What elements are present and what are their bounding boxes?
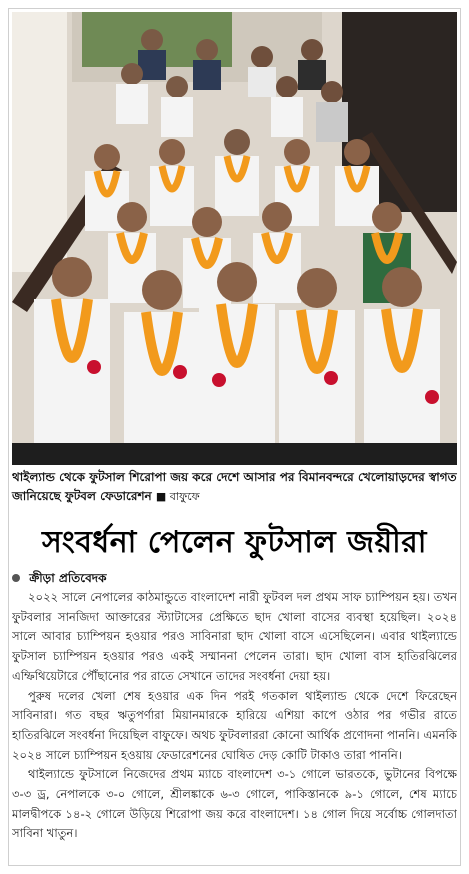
headline: সংবর্ধনা পেলেন ফুটসাল জয়ীরা: [42, 525, 427, 560]
article-body: [12, 588, 457, 860]
byline: [12, 568, 457, 588]
caption-text: থাইল্যান্ড থেকে ফুটসাল শিরোপা জয় করে দেশে আসার পর বিমানবন্দরে খেলোয়াড়দের স্বাগত জানিয়েছে ফুটবল ফেডারেশন: [12, 470, 457, 503]
byline-text: ক্রীড়া প্রতিবেদক: [29, 571, 107, 585]
body-paragraph: থাইল্যান্ডে ফুটসালে নিজেদের প্রথম ম্যাচে বাংলাদেশ ৩-১ গোলে ভারতকে, ভুটানের বিপক্ষে ৩-৩ ড্র, নেপালকে ৩-০ গোলে, শ্রীলঙ্কাকে ৬-৩ গোলে, পাকিস্তানকে ৯-১ গোলে, শেষ ম্যাচে মালদ্বীপকে ১৪-২ গোলে উড়িয়ে শিরোপা জয় করে বাংলাদেশ। ১৪ গোল দিয়ে সর্বোচ্চ গোলদাতা সাবিনা খাতুন।: [12, 767, 457, 841]
body-paragraph: ২০২২ সালে নেপালের কাঠমান্ডুতে বাংলাদেশ নারী ফুটবল দল প্রথম সাফ চ্যাম্পিয়ন হয়। তখন ফুটবলার সানজিদা আক্তারের স্ট্যাটাসের প্রেক্ষিতে ছাদ খোলা বাসের ব্যবস্থা হয়েছিল। ২০২৪ সালে আবার চ্যাম্পিয়ন হওয়ার পরও সাবিনারা ছাদ খোলা বাসে এসেছিলেন। এবার থাইল্যান্ডে ফুটসাল চ্যাম্পিয়ন হওয়ার পরও একই সম্মাননা পেলেন তারা। ছাদ খোলা বাস হাতিরঝিলের এম্ফিথিয়েটারে পৌঁছানোর পর রাতে সেখানে তাদের সংবর্ধনা দেয়া হয়।: [12, 590, 457, 683]
photo-credit: ■ বাফুফে: [155, 490, 200, 503]
team-photo: [12, 12, 457, 465]
photo-caption: [12, 468, 457, 510]
body-paragraph: পুরুষ দলের খেলা শেষ হওয়ার এক দিন পরই গতকাল থাইল্যান্ড থেকে দেশে ফিরেছেন সাবিনারা। গত বছর ঋতুপর্ণারা মিয়ানমারকে হারিয়ে এশিয়া কাপে ওঠার পর গভীর রাতে হাতিরঝিলে সংবর্ধনা দিয়েছিল বাফুফে। অথচ ফুটবলাররা কোনো আর্থিক প্রণোদনা পাননি। এমনকি ২০২৪ সালে চ্যাম্পিয়ন হওয়ায় ফেডারেশনের ঘোষিত দেড় কোটি টাকাও তারা পাননি।: [12, 688, 457, 762]
bullet-icon: [12, 574, 20, 582]
